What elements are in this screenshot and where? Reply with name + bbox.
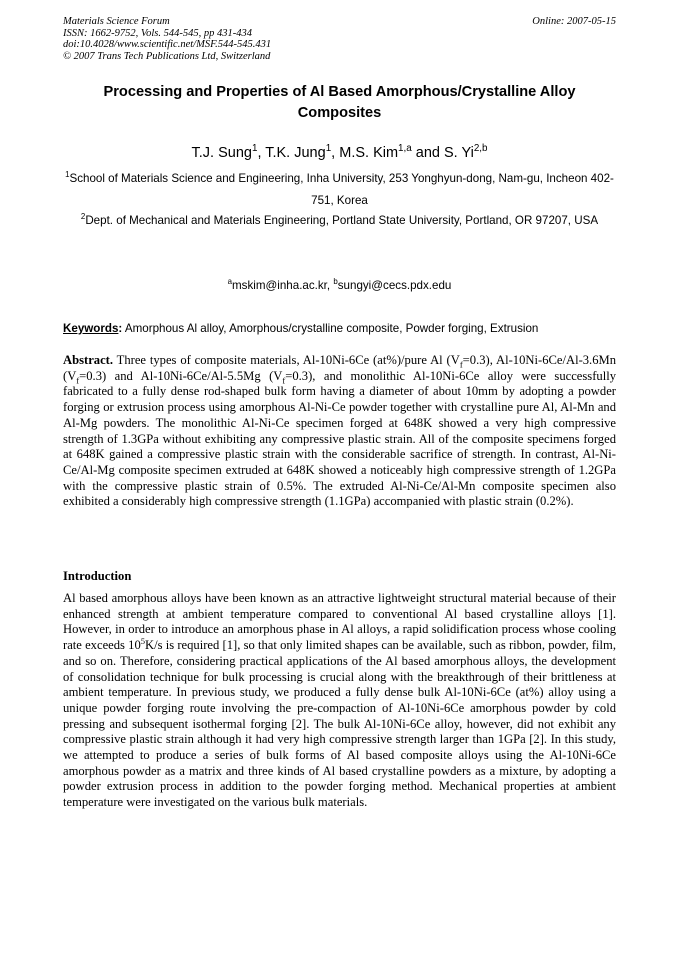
exponent-superscript: 5 (140, 635, 146, 646)
author-separator: , (331, 145, 340, 161)
author-separator: , (257, 145, 266, 161)
abstract-text: =0.3) and Al-10Ni-6Ce/Al-5.5Mg (V (79, 368, 283, 383)
author-name: T.J. Sung (191, 145, 252, 161)
author-affiliation-mark: 1 (251, 143, 258, 155)
affiliation-mark: 1 (65, 170, 70, 180)
author-affiliation-mark: 2,b (473, 143, 488, 155)
email-mark: a (227, 277, 233, 287)
abstract-label: Abstract. (63, 353, 114, 367)
introduction-paragraph (63, 591, 616, 811)
keywords-text: Amorphous Al alloy, Amorphous/crystalline composite, Powder forging, Extrusion (124, 322, 539, 335)
affiliation-text: Dept. of Mechanical and Materials Engineering, Portland State University, Portland, OR 97207, USA (85, 214, 599, 227)
email-line: $^a$mskim@inha.ac.kr, $^b$sungyi@cecs.pdx.edu (227, 277, 452, 292)
affiliation-mark: 2 (80, 212, 86, 222)
email-address: mskim@inha.ac.kr (232, 279, 327, 292)
author-name: S. Yi (443, 145, 474, 161)
introduction-text: K/s is required [1], so that only limited shapes can be available, such as ribbon, powder, film, and so on. Therefore, considering practical applications of the Al based amorphous alloys, the development of consolidation technique for bulk processing is crucial along with the breakthrough of their brittleness at ambient temperature. In previous study, we produced a fully dense bulk Al-10Ni-6Ce (at%) alloy using a unique powder forging route involving the pre-compaction of Al-10Ni-6Ce amorphous powder by cold pressing and subsequent isothermal forging [2]. The bulk Al-10Ni-6Ce alloy, however, did not exhibit any compressive plastic strain although it had very high compressive strength larger than 1GPa [2]. In this study, we attempted to produce a series of bulk forms of Al based composite alloys using the Al-10Ni-6Ce amorphous powder as a matrix and three kinds of Al based crystalline powders as a mixture, by adopting a powder extrusion process in addition to the powder forging method. Mechanical properties at ambient temperature were investigated on the various bulk materials. (63, 638, 616, 810)
affiliation-text: School of Materials Science and Engineering, Inha University, 253 Yonghyun-dong, Nam-gu, Incheon 402-751, Korea (69, 172, 614, 207)
email-mark: b (333, 277, 338, 287)
journal-header (63, 16, 616, 62)
paper-title: Processing and Properties of Al Based Amorphous/Crystalline Alloy Composites (103, 84, 576, 121)
volume-fraction-subscript: f (76, 375, 80, 386)
keywords-line: Keywords: Amorphous Al alloy, Amorphous/crystalline composite, Powder forging, Extrusion (63, 322, 539, 335)
author-separator: and (411, 145, 444, 161)
affiliation-2 (63, 210, 616, 232)
section-heading-introduction: Introduction (63, 569, 132, 583)
keywords-label: Keywords (63, 322, 119, 335)
affiliation-1 (63, 168, 616, 212)
author-name: T.K. Jung (265, 145, 326, 161)
author-name: M.S. Kim (339, 145, 399, 161)
copyright-line: © 2007 Trans Tech Publications Ltd, Switzerland (63, 50, 271, 62)
author-affiliation-mark: 1,a (398, 143, 412, 155)
email-address: sungyi@cecs.pdx.edu (337, 279, 452, 292)
author-affiliation-mark: 1 (325, 143, 332, 155)
author-list (63, 143, 616, 163)
volume-fraction-subscript: f (459, 359, 463, 370)
doi-line: doi:10.4028/www.scientific.net/MSF.544-545.431 (63, 39, 272, 51)
volume-fraction-subscript: f (282, 375, 286, 386)
abstract-text: Three types of composite materials, Al-10Ni-6Ce (at%)/pure Al (V (116, 353, 460, 367)
journal-name: Materials Science Forum (63, 16, 170, 27)
online-date: Online: 2007-05-15 (532, 16, 616, 27)
abstract-text: =0.3), Al-10Ni-6Ce/Al-3.6Mn (V (63, 353, 616, 383)
abstract-paragraph (63, 353, 616, 510)
introduction-text: Al based amorphous alloys have been known as an attractive lightweight structural material because of their enhanced strength at ambient temperature compared to conventional Al based crystalline alloys [1]. However, in order to introduce an amorphous phase in Al alloys, a rapid solidification process whose cooling rate exceeds 10 (63, 591, 616, 653)
abstract-text: =0.3), and monolithic Al-10Ni-6Ce alloy were successfully fabricated to a fully dense rod-shaped bulk form having a diameter of about 10mm by adopting a powder forging or extrusion process using amorphous Al-Ni-Ce powder together with crystalline pure Al, Al-Mn and Al-Mg powders. The monolithic Al-Ni-Ce specimen forged at 648K showed a very high compressive strength of 1.3GPa without exhibiting any compressive plastic strain. All of the composite specimens forged at 648K gained a compressive plastic strain with the considerable sacrifice of strength. In contrast, Al-Ni-Ce/Al-Mg composite specimen extruded at 648K showed a noticeably high compressive strength of 1.2GPa with the compressive plastic strain of 0.5%. The extruded Al-Ni-Ce/Al-Mn composite specimen also exhibited a considerably high compressive strength (1.1GPa) accompanied with plastic strain (0.2%). (63, 368, 616, 509)
issn-line: ISSN: 1662-9752, Vols. 544-545, pp 431-434 (63, 27, 252, 39)
